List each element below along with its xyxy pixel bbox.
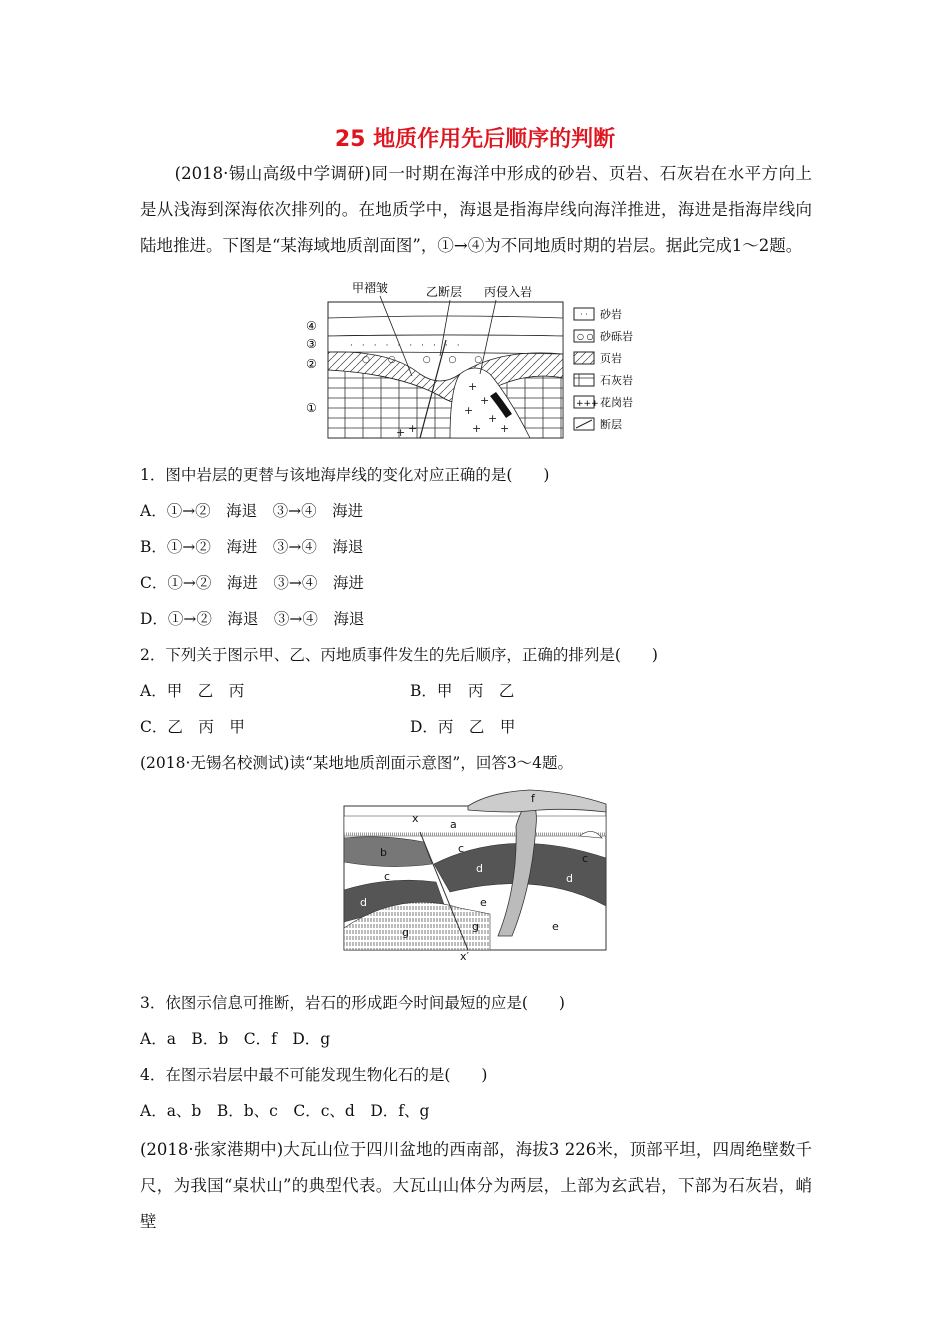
question-1-option-b: B．①→② 海进 ③→④ 海退	[140, 538, 364, 556]
question-4-options: A．a、b B．b、c C．c、d D．f、g	[140, 1102, 430, 1120]
label-d-mid: d	[476, 862, 483, 875]
svg-text:+: +	[472, 422, 482, 435]
label-d-left: d	[360, 896, 367, 909]
svg-text:+++: +++	[576, 399, 599, 409]
question-1-option-c: C．①→② 海进 ③→④ 海进	[140, 574, 364, 592]
label-bing-intrusion: 丙侵入岩	[484, 285, 533, 299]
svg-text:· · · · · · · · · ·: · · · · · · · · · ·	[350, 341, 460, 351]
layer-label-2: ②	[306, 357, 317, 371]
legend-fault: 断层	[600, 418, 622, 431]
legend-granite: 花岗岩	[600, 396, 633, 409]
svg-text:+: +	[464, 404, 474, 417]
question-2-option-b: B．甲 丙 乙	[410, 682, 515, 700]
intro-paragraph-3: (2018·张家港期中)大瓦山位于四川盆地的西南部，海拔3 226米，顶部平坦，四周绝壁数千尺，为我国“桌状山”的典型代表。大瓦山山体分为两层，上部为玄武岩，下部为石灰岩，峭壁	[140, 1140, 812, 1231]
layer-label-3: ③	[306, 337, 317, 351]
question-2-option-d: D．丙 乙 甲	[410, 718, 516, 736]
question-1-option-a: A．①→② 海退 ③→④ 海进	[140, 502, 364, 520]
svg-text:+: +	[500, 422, 510, 435]
question-2-stem: 2．下列关于图示甲、乙、丙地质事件发生的先后顺序，正确的排列是( )	[140, 646, 658, 664]
label-c-right: c	[582, 852, 589, 865]
figure-2-geologic-section	[340, 786, 610, 962]
layer-label-4: ④	[306, 319, 317, 333]
label-c-mid: c	[458, 842, 465, 855]
figure-1-geologic-section	[300, 278, 660, 442]
question-2-option-c: C．乙 丙 甲	[140, 718, 245, 736]
legend-limestone: 石灰岩	[600, 374, 633, 387]
page-title: 25 地质作用先后顺序的判断	[334, 127, 616, 152]
label-x-prime: x′	[460, 950, 470, 962]
legend-sandstone: 砂岩	[600, 308, 622, 321]
svg-text:○ ○ ○ ○ ○: ○ ○ ○ ○ ○	[362, 355, 483, 365]
label-c-left: c	[384, 870, 391, 883]
label-f: f	[531, 792, 535, 805]
question-3-options: A．a B．b C．f D．g	[140, 1030, 331, 1048]
label-jia-fold: 甲褶皱	[352, 281, 389, 295]
svg-text:+: +	[488, 412, 498, 425]
label-e-right: e	[552, 920, 559, 933]
svg-text:+: +	[480, 394, 490, 407]
legend-shale: 页岩	[600, 352, 622, 365]
layer-label-1: ①	[306, 401, 317, 415]
label-b: b	[380, 846, 387, 859]
question-4-stem: 4．在图示岩层中最不可能发现生物化石的是( )	[140, 1066, 488, 1084]
question-1-stem: 1．图中岩层的更替与该地海岸线的变化对应正确的是( )	[140, 466, 550, 484]
label-g-right: g	[472, 920, 479, 933]
label-x: x	[412, 812, 419, 825]
svg-text:· ·: · ·	[580, 310, 588, 319]
legend-conglomerate: 砂砾岩	[600, 330, 633, 343]
question-1-option-d: D．①→② 海退 ③→④ 海退	[140, 610, 365, 628]
label-g-left: g	[402, 926, 409, 939]
label-e-mid: e	[480, 896, 487, 909]
intro-paragraph-1: (2018·锡山高级中学调研)同一时期在海洋中形成的砂岩、页岩、石灰岩在水平方向上是从浅海到深海依次排列的。在地质学中，海退是指海岸线向海洋推进，海进是指海岸线向陆地推进。下图是“某海域地质剖面图”，①→④为不同地质时期的岩层。据此完成1～2题。	[140, 164, 812, 255]
svg-text:○ ○: ○ ○	[577, 332, 594, 341]
label-d-right: d	[566, 872, 573, 885]
intro-paragraph-2: (2018·无锡名校测试)读“某地地质剖面示意图”，回答3～4题。	[140, 754, 574, 772]
svg-text:+: +	[468, 380, 478, 393]
question-3-stem: 3．依图示信息可推断，岩石的形成距今时间最短的应是( )	[140, 994, 565, 1012]
label-a: a	[450, 818, 457, 831]
label-yi-fault: 乙断层	[426, 285, 463, 299]
svg-text:+: +	[396, 426, 406, 439]
svg-text:+: +	[408, 422, 418, 435]
question-2-option-a: A．甲 乙 丙	[140, 682, 245, 700]
